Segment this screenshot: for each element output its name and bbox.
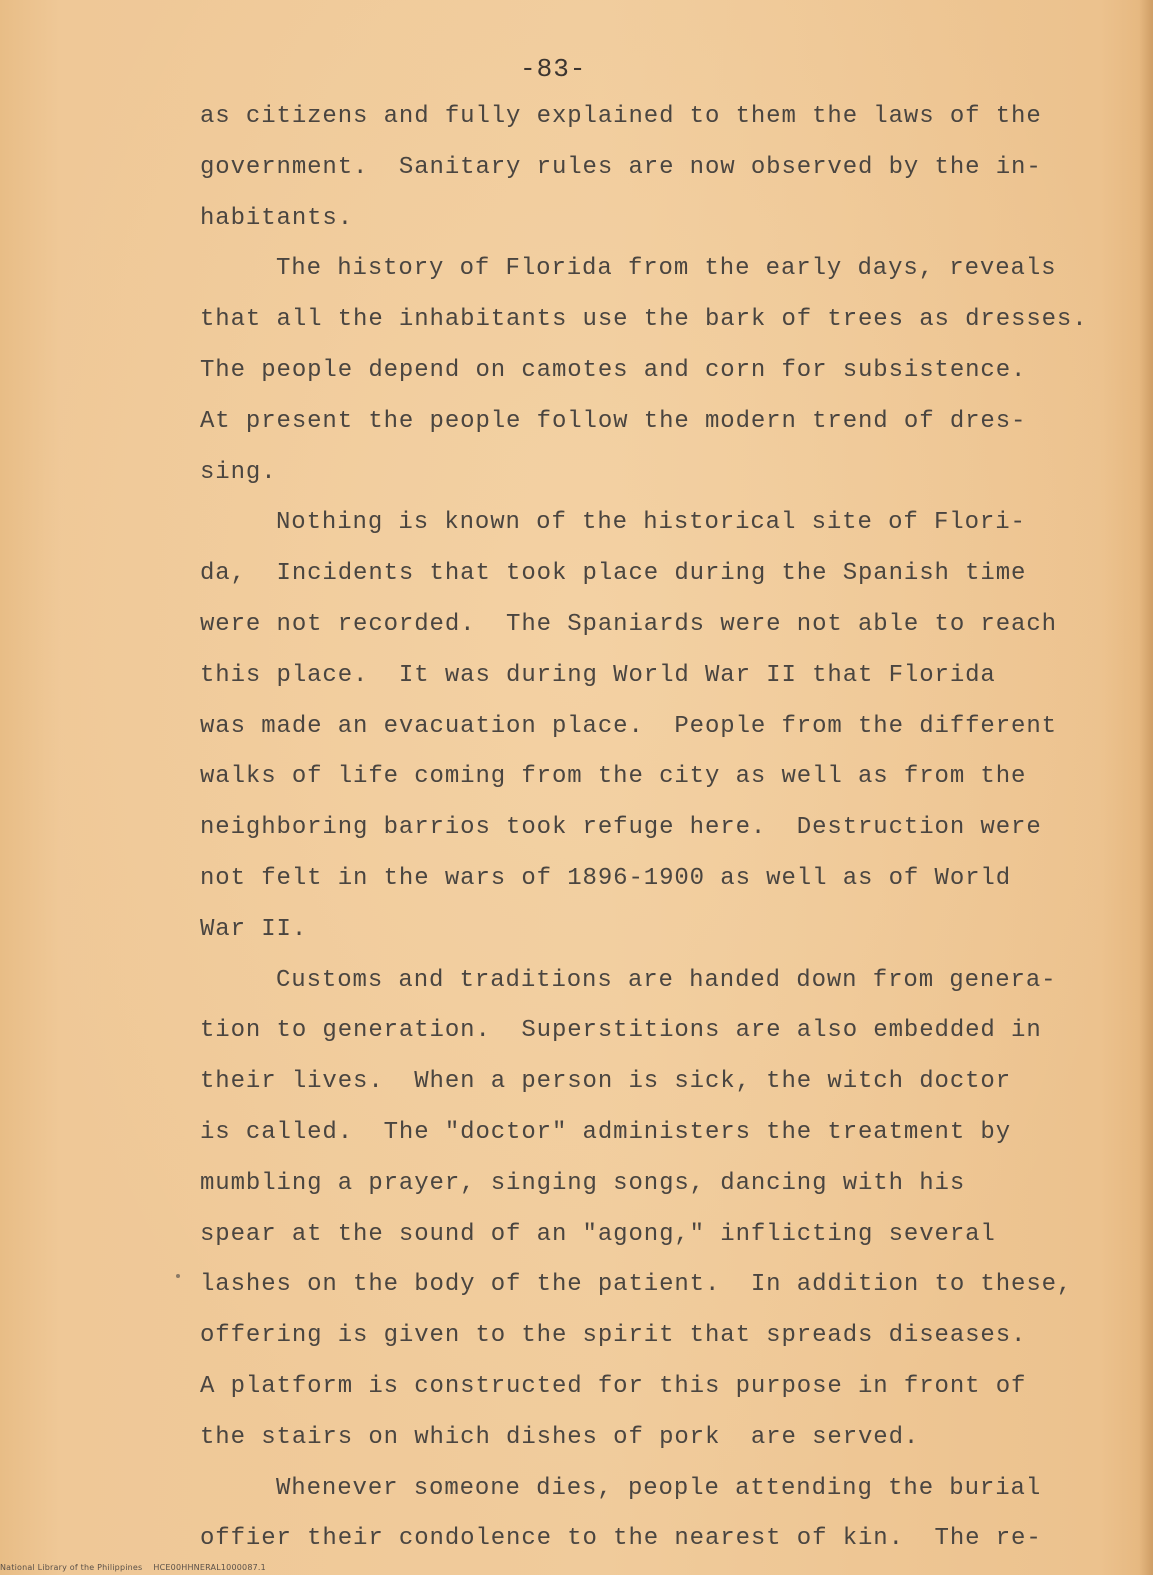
body-text bbox=[200, 92, 1100, 1565]
text-line: sing. bbox=[200, 458, 277, 486]
paper-edge-shadow bbox=[1139, 0, 1153, 1575]
text-line: lashes on the body of the patient. In addition to these, bbox=[200, 1271, 1073, 1299]
text-line: was made an evacuation place. People from the different bbox=[200, 712, 1057, 740]
text-line: their lives. When a person is sick, the witch doctor bbox=[200, 1068, 1012, 1096]
text-line: the stairs on which dishes of pork are served. bbox=[200, 1423, 920, 1451]
text-line: Whenever someone dies, people attending the burial bbox=[276, 1474, 1042, 1502]
text-line: The people depend on camotes and corn for subsistence. bbox=[200, 356, 1027, 384]
text-line: government. Sanitary rules are now observed by the in- bbox=[200, 153, 1042, 181]
text-line: A platform is constructed for this purpose in front of bbox=[200, 1372, 1027, 1400]
text-line: as citizens and fully explained to them the laws of the bbox=[200, 103, 1042, 130]
text-line: Nothing is known of the historical site of Flori- bbox=[276, 509, 1026, 537]
text-line: At present the people follow the modern trend of dres- bbox=[200, 407, 1027, 435]
text-line: that all the inhabitants use the bark of trees as dresses. bbox=[200, 306, 1088, 334]
ink-speck bbox=[176, 1274, 180, 1278]
text-line: offier their condolence to the nearest of kin. The re- bbox=[200, 1525, 1042, 1553]
page-number: -83- bbox=[520, 54, 587, 84]
text-line: walks of life coming from the city as well as from the bbox=[200, 763, 1027, 791]
text-line: offering is given to the spirit that spreads diseases. bbox=[200, 1322, 1027, 1350]
text-line: neighboring barrios took refuge here. Destruction were bbox=[200, 814, 1042, 842]
text-line: da, Incidents that took place during the Spanish time bbox=[200, 560, 1027, 588]
text-line: mumbling a prayer, singing songs, dancing with his bbox=[200, 1169, 966, 1197]
text-line: War II. bbox=[200, 915, 308, 943]
text-line: this place. It was during World War II that Florida bbox=[200, 661, 996, 689]
text-line: tion to generation. Superstitions are also embedded in bbox=[200, 1017, 1042, 1045]
archive-footer-mark: National Library of the Philippines HCE00HHNERAL1000087.1 bbox=[0, 1563, 266, 1572]
text-line: spear at the sound of an "agong," inflicting several bbox=[200, 1220, 996, 1248]
text-line: The history of Florida from the early days, reveals bbox=[276, 255, 1057, 283]
text-line: not felt in the wars of 1896-1900 as well as of World bbox=[200, 864, 1012, 892]
text-line: habitants. bbox=[200, 204, 354, 232]
text-line: were not recorded. The Spaniards were not able to reach bbox=[200, 610, 1057, 638]
text-line: is called. The "doctor" administers the treatment by bbox=[200, 1118, 1012, 1146]
text-line: Customs and traditions are handed down from genera- bbox=[276, 966, 1057, 994]
